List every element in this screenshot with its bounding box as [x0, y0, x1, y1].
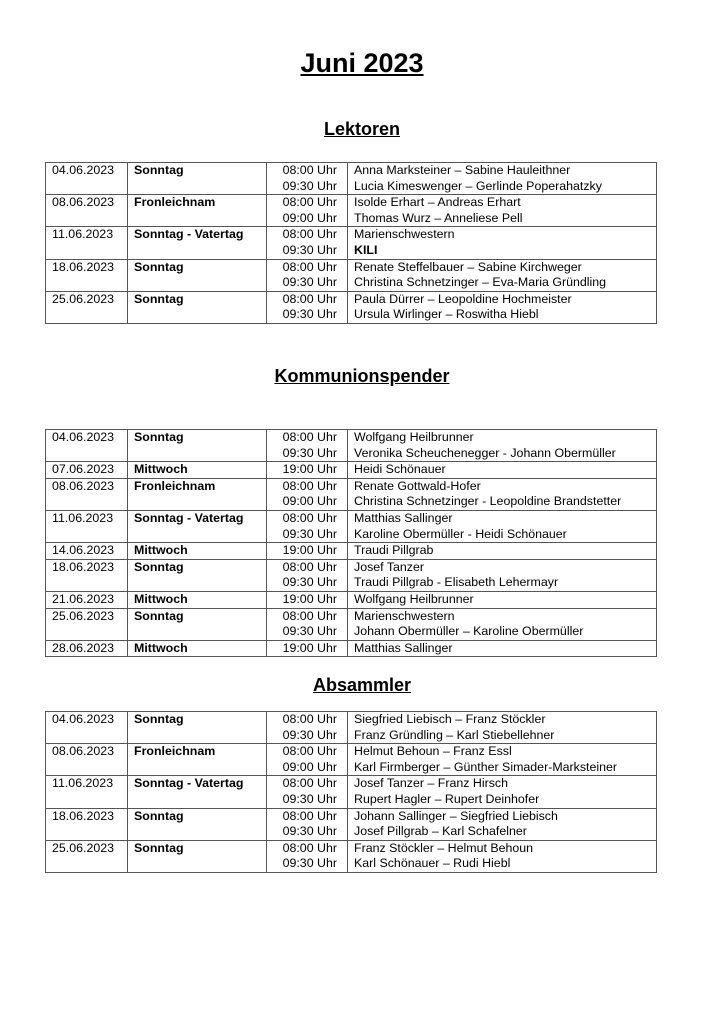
- table-row: [46, 543, 657, 560]
- time-text: 09:30 Uhr: [282, 526, 337, 541]
- names-text: Marienschwestern: [354, 608, 455, 623]
- time-text: 19:00 Uhr: [282, 640, 337, 655]
- absammler-table: [45, 711, 657, 873]
- date-cell: 11.06.2023: [46, 510, 128, 542]
- day-cell: Sonntag: [128, 608, 267, 640]
- names-text: Wolfgang Heilbrunner: [354, 591, 474, 606]
- names-text: Karoline Obermüller - Heidi Schönauer: [354, 526, 567, 541]
- time-cell: [267, 591, 348, 608]
- time-text: 08:00 Uhr: [282, 608, 337, 623]
- date-cell: 11.06.2023: [46, 776, 128, 808]
- time-cell: [267, 559, 348, 591]
- time-text: 09:30 Uhr: [282, 242, 337, 257]
- names-text: Traudi Pillgrab - Elisabeth Lehermayr: [354, 575, 559, 590]
- day-cell: Sonntag: [128, 808, 267, 840]
- date-cell: 18.06.2023: [46, 808, 128, 840]
- time-text: 09:30 Uhr: [282, 275, 337, 290]
- time-text: 08:00 Uhr: [282, 430, 337, 444]
- names-text: KILI: [354, 242, 378, 257]
- time-text: 08:00 Uhr: [282, 195, 337, 210]
- day-cell: Sonntag: [128, 291, 267, 323]
- date-cell: 08.06.2023: [46, 744, 128, 776]
- date-cell: 08.06.2023: [46, 478, 128, 510]
- names-text: Matthias Sallinger: [354, 510, 453, 525]
- day-cell: Sonntag: [128, 259, 267, 291]
- time-text: 19:00 Uhr: [282, 462, 337, 477]
- date-cell: 28.06.2023: [46, 640, 128, 657]
- day-cell: Fronleichnam: [128, 744, 267, 776]
- day-cell: Mittwoch: [128, 462, 267, 479]
- names-text: Marienschwestern: [354, 227, 455, 242]
- names-cell: [348, 163, 657, 195]
- time-text: 08:00 Uhr: [282, 291, 337, 306]
- section-heading-kommunionspender: Kommunionspender: [274, 366, 450, 386]
- table-row: [46, 195, 657, 227]
- table-row: [46, 291, 657, 323]
- time-cell: [267, 808, 348, 840]
- names-cell: [348, 559, 657, 591]
- time-text: 09:30 Uhr: [282, 791, 337, 806]
- table-row: [46, 478, 657, 510]
- names-cell: [348, 776, 657, 808]
- names-text: Wolfgang Heilbrunner: [354, 430, 474, 444]
- names-cell: [348, 591, 657, 608]
- table-row: [46, 227, 657, 259]
- section-heading-lektoren: Lektoren: [323, 119, 401, 139]
- time-text: 09:00 Uhr: [282, 494, 337, 509]
- date-cell: 25.06.2023: [46, 608, 128, 640]
- names-text: Ursula Wirlinger – Roswitha Hiebl: [354, 307, 539, 322]
- day-cell: Sonntag - Vatertag: [128, 776, 267, 808]
- time-text: 09:30 Uhr: [282, 624, 337, 639]
- time-text: 09:30 Uhr: [282, 445, 337, 460]
- date-cell: 08.06.2023: [46, 195, 128, 227]
- time-text: 09:30 Uhr: [282, 575, 337, 590]
- day-cell: Sonntag - Vatertag: [128, 510, 267, 542]
- lektoren-table: [45, 162, 657, 324]
- day-cell: Sonntag: [128, 559, 267, 591]
- table-row: [46, 712, 657, 744]
- date-cell: 18.06.2023: [46, 259, 128, 291]
- kommunionspender-table: [45, 429, 657, 657]
- names-text: Christina Schnetzinger - Leopoldine Brandstetter: [354, 494, 622, 509]
- table-row: [46, 430, 657, 462]
- names-cell: [348, 543, 657, 560]
- time-cell: [267, 430, 348, 462]
- time-text: 08:00 Uhr: [282, 163, 337, 177]
- names-text: Josef Tanzer: [354, 559, 425, 574]
- section-heading-absammler: Absammler: [312, 675, 412, 695]
- time-text: 08:00 Uhr: [282, 559, 337, 574]
- names-text: Renate Steffelbauer – Sabine Kirchweger: [354, 259, 582, 274]
- time-cell: [267, 840, 348, 872]
- day-cell: Mittwoch: [128, 640, 267, 657]
- date-cell: 07.06.2023: [46, 462, 128, 479]
- names-cell: [348, 840, 657, 872]
- time-text: 19:00 Uhr: [282, 591, 337, 606]
- names-cell: [348, 195, 657, 227]
- names-cell: [348, 462, 657, 479]
- time-cell: [267, 776, 348, 808]
- names-text: Lucia Kimeswenger – Gerlinde Poperahatzky: [354, 178, 602, 193]
- time-text: 08:00 Uhr: [282, 478, 337, 493]
- names-cell: [348, 259, 657, 291]
- time-cell: [267, 543, 348, 560]
- day-cell: Sonntag: [128, 430, 267, 462]
- names-text: Thomas Wurz – Anneliese Pell: [354, 210, 523, 225]
- names-text: Rupert Hagler – Rupert Deinhofer: [354, 791, 540, 806]
- time-cell: [267, 510, 348, 542]
- time-text: 09:30 Uhr: [282, 307, 337, 322]
- names-text: Veronika Scheuchenegger - Johann Obermüller: [354, 445, 616, 460]
- time-cell: [267, 163, 348, 195]
- names-text: Traudi Pillgrab: [354, 543, 434, 558]
- day-cell: Sonntag - Vatertag: [128, 227, 267, 259]
- time-text: 08:00 Uhr: [282, 744, 337, 759]
- time-cell: [267, 608, 348, 640]
- date-cell: 18.06.2023: [46, 559, 128, 591]
- day-cell: Mittwoch: [128, 543, 267, 560]
- names-cell: [348, 712, 657, 744]
- names-text: Helmut Behoun – Franz Essl: [354, 744, 512, 759]
- time-cell: [267, 259, 348, 291]
- time-cell: [267, 227, 348, 259]
- table-row: [46, 591, 657, 608]
- table-row: [46, 163, 657, 195]
- names-text: Josef Tanzer – Franz Hirsch: [354, 776, 509, 791]
- day-cell: Mittwoch: [128, 591, 267, 608]
- names-text: Heidi Schönauer: [354, 462, 446, 477]
- time-cell: [267, 462, 348, 479]
- time-text: 08:00 Uhr: [282, 712, 337, 726]
- names-cell: [348, 640, 657, 657]
- table-row: [46, 259, 657, 291]
- day-cell: Sonntag: [128, 163, 267, 195]
- names-text: Anna Marksteiner – Sabine Hauleithner: [354, 163, 571, 177]
- time-cell: [267, 640, 348, 657]
- time-text: 09:00 Uhr: [282, 759, 337, 774]
- names-text: Matthias Sallinger: [354, 640, 453, 655]
- time-text: 08:00 Uhr: [282, 808, 337, 823]
- names-cell: [348, 430, 657, 462]
- time-cell: [267, 712, 348, 744]
- names-cell: [348, 510, 657, 542]
- time-text: 08:00 Uhr: [282, 840, 337, 855]
- time-text: 09:30 Uhr: [282, 856, 337, 871]
- names-cell: [348, 608, 657, 640]
- time-text: 09:30 Uhr: [282, 824, 337, 839]
- table-row: [46, 608, 657, 640]
- date-cell: 25.06.2023: [46, 291, 128, 323]
- names-text: Renate Gottwald-Hofer: [354, 478, 481, 493]
- names-text: Siegfried Liebisch – Franz Stöckler: [354, 712, 546, 726]
- names-text: Paula Dürrer – Leopoldine Hochmeister: [354, 291, 572, 306]
- names-cell: [348, 808, 657, 840]
- date-cell: 14.06.2023: [46, 543, 128, 560]
- table-row: [46, 808, 657, 840]
- names-text: Johann Sallinger – Siegfried Liebisch: [354, 808, 558, 823]
- names-text: Christina Schnetzinger – Eva-Maria Gründling: [354, 275, 607, 290]
- time-text: 19:00 Uhr: [282, 543, 337, 558]
- date-cell: 25.06.2023: [46, 840, 128, 872]
- table-row: [46, 776, 657, 808]
- names-cell: [348, 744, 657, 776]
- names-text: Franz Gründling – Karl Stiebellehner: [354, 727, 555, 742]
- time-text: 09:30 Uhr: [282, 727, 337, 742]
- time-cell: [267, 195, 348, 227]
- time-text: 09:00 Uhr: [282, 210, 337, 225]
- table-row: [46, 462, 657, 479]
- time-text: 08:00 Uhr: [282, 259, 337, 274]
- names-text: Franz Stöckler – Helmut Behoun: [354, 840, 534, 855]
- page-title: Juni 2023: [300, 48, 424, 78]
- time-text: 08:00 Uhr: [282, 227, 337, 242]
- time-text: 09:30 Uhr: [282, 178, 337, 193]
- table-row: [46, 744, 657, 776]
- names-text: Johann Obermüller – Karoline Obermüller: [354, 624, 584, 639]
- time-cell: [267, 291, 348, 323]
- day-cell: Fronleichnam: [128, 195, 267, 227]
- day-cell: Sonntag: [128, 712, 267, 744]
- names-text: Karl Schönauer – Rudi Hiebl: [354, 856, 511, 871]
- names-text: Josef Pillgrab – Karl Schafelner: [354, 824, 527, 839]
- names-cell: [348, 478, 657, 510]
- date-cell: 21.06.2023: [46, 591, 128, 608]
- date-cell: 04.06.2023: [46, 163, 128, 195]
- time-cell: [267, 744, 348, 776]
- time-text: 08:00 Uhr: [282, 776, 337, 791]
- date-cell: 04.06.2023: [46, 712, 128, 744]
- names-text: Isolde Erhart – Andreas Erhart: [354, 195, 521, 210]
- day-cell: Sonntag: [128, 840, 267, 872]
- names-text: Karl Firmberger – Günther Simader-Marksteiner: [354, 759, 618, 774]
- time-cell: [267, 478, 348, 510]
- time-text: 08:00 Uhr: [282, 510, 337, 525]
- date-cell: 04.06.2023: [46, 430, 128, 462]
- table-row: [46, 510, 657, 542]
- table-row: [46, 840, 657, 872]
- table-row: [46, 640, 657, 657]
- date-cell: 11.06.2023: [46, 227, 128, 259]
- table-row: [46, 559, 657, 591]
- names-cell: [348, 227, 657, 259]
- names-cell: [348, 291, 657, 323]
- day-cell: Fronleichnam: [128, 478, 267, 510]
